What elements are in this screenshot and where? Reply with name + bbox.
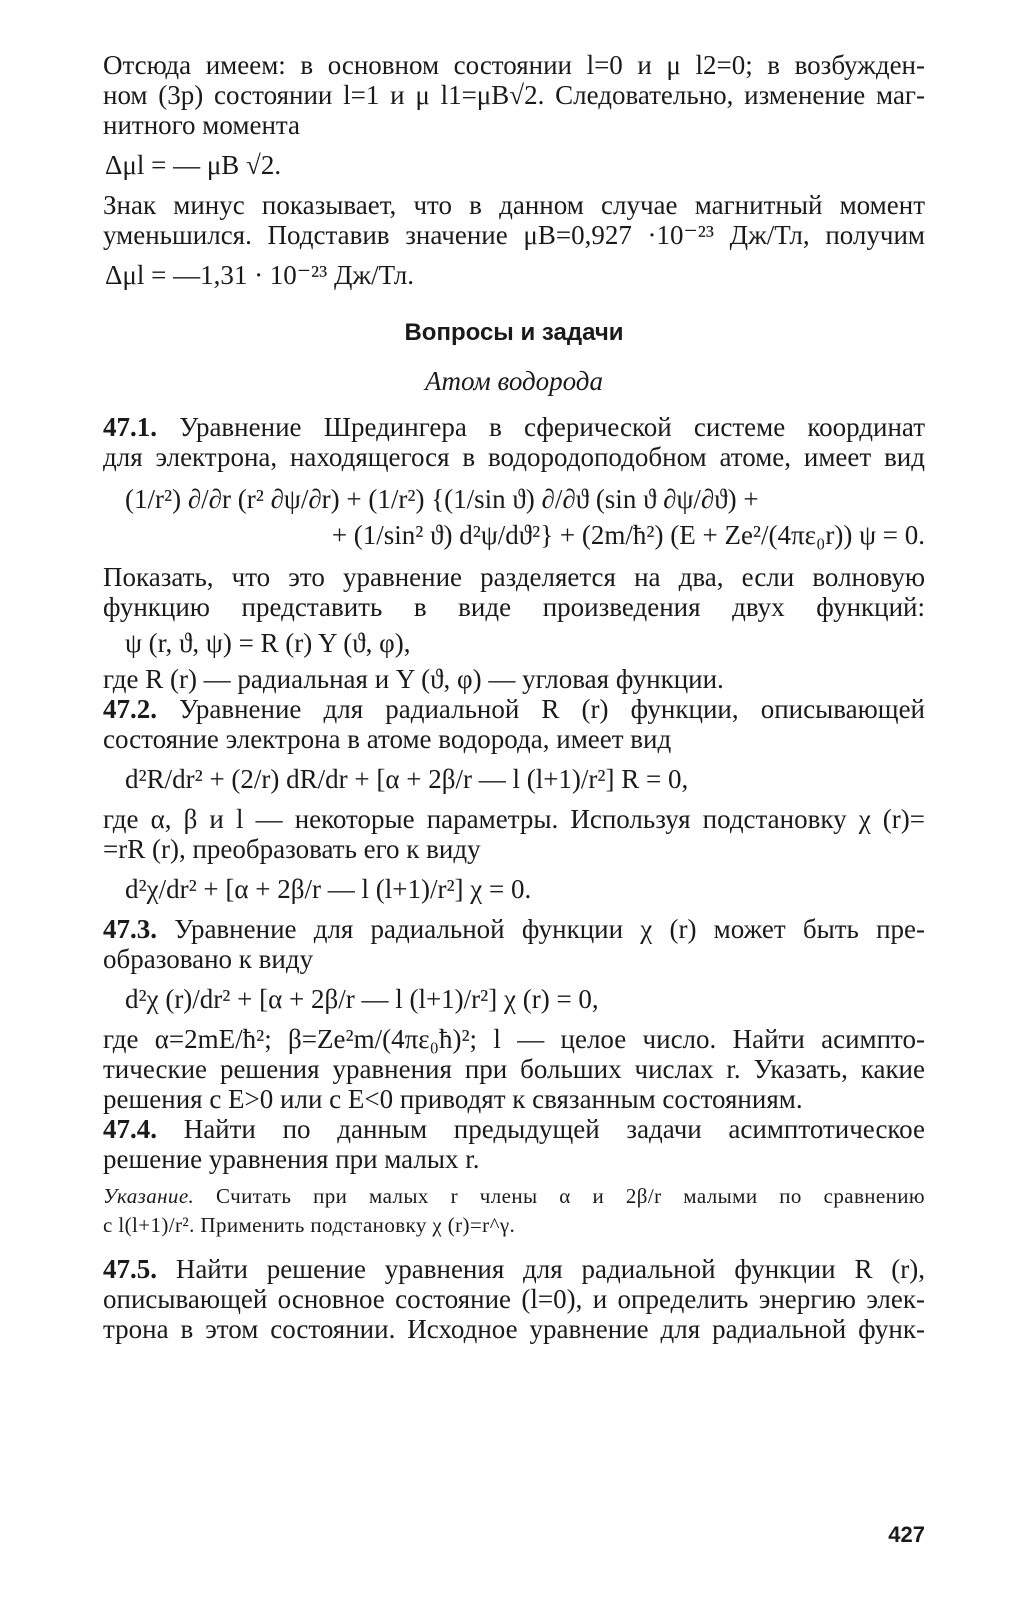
text-line: образовано к виду (103, 944, 314, 974)
problem-text: Уравнение для радиальной R (r) функции, описывающей (157, 694, 925, 724)
hint-text: Считать при малых r члены α и 2β/r малыми по сравнению (194, 1184, 925, 1208)
equation-delta-mu: Δμl = — μB √2. (105, 150, 282, 180)
problem-47-4-line (103, 1114, 925, 1144)
text-line: тические решения уравнения при больших числах r. Указать, какие (103, 1054, 925, 1084)
text-line: функцию представить в виде произведения двух функций: (103, 592, 925, 622)
equation-delta-mu-value: Δμl = —1,31 · 10⁻²³ Дж/Тл. (105, 260, 414, 290)
problem-text: Найти по данным предыдущей задачи асимптотическое (157, 1114, 925, 1144)
text-line: где R (r) — радиальная и Y (ϑ, φ) — угловая функции. (103, 664, 724, 694)
problem-text: Уравнение для радиальной функции χ (r) может быть пре- (157, 914, 925, 944)
text-line: трона в этом состоянии. Исходное уравнение для радиальной функ- (103, 1314, 925, 1344)
text-line: =rR (r), преобразовать его к виду (103, 834, 481, 864)
problem-number: 47.1. (103, 412, 157, 442)
text-line: нитного момента (103, 110, 301, 140)
text-line: Отсюда имеем: в основном состоянии l=0 и μ l2=0; в возбужден- (103, 50, 925, 80)
text-line: решение уравнения при малых r. (103, 1144, 480, 1174)
problem-number: 47.2. (103, 694, 157, 724)
problem-number: 47.4. (103, 1114, 157, 1144)
text-line: Знак минус показывает, что в данном случае магнитный момент (103, 190, 925, 220)
book-page (103, 50, 925, 1610)
text-line: где α=2mE/ħ²; β=Ze²m/(4πε₀ħ)²; l — целое число. Найти асимпто- (103, 1024, 925, 1054)
problem-47-3-line (103, 914, 925, 944)
subsection-title: Атом водорода (425, 366, 603, 396)
text-line: уменьшился. Подставив значение μB=0,927 ·10⁻²³ Дж/Тл, получим (103, 220, 925, 250)
text-line: где α, β и l — некоторые параметры. Используя подстановку χ (r)= (103, 804, 925, 834)
text-line: описывающей основное состояние (l=0), и определить энергию элек- (103, 1284, 925, 1314)
text-line: ном (3p) состоянии l=1 и μ l1=μB√2. Следовательно, изменение маг- (103, 80, 925, 110)
problem-47-5-line (103, 1254, 925, 1284)
section-title: Вопросы и задачи (404, 319, 624, 346)
hint-label: Указание. (103, 1184, 195, 1208)
hint-block (103, 1182, 925, 1240)
problem-number: 47.5. (103, 1254, 157, 1284)
hint-line (103, 1182, 925, 1211)
equation-radial-chi-r: d²χ (r)/dr² + [α + 2β/r — l (l+1)/r²] χ (r) = 0, (125, 984, 599, 1014)
page-number: 427 (888, 1522, 925, 1547)
problem-47-1-line (103, 412, 925, 442)
text-line: решения с E>0 или с E<0 приводят к связанным состояниям. (103, 1084, 803, 1114)
equation-radial-chi: d²χ/dr² + [α + 2β/r — l (l+1)/r²] χ = 0. (125, 874, 532, 904)
equation-separation: ψ (r, ϑ, ψ) = R (r) Y (ϑ, φ), (125, 628, 411, 658)
problem-number: 47.3. (103, 914, 157, 944)
equation-schrodinger-line-1: (1/r²) ∂/∂r (r² ∂ψ/∂r) + (1/r²) {(1/sin ϑ) ∂/∂ϑ (sin ϑ ∂ψ/∂ϑ) + (125, 484, 759, 514)
text-line: состояние электрона в атоме водорода, имеет вид (103, 724, 672, 754)
text-line: Показать, что это уравнение разделяется на два, если волновую (103, 562, 925, 592)
problem-text: Найти решение уравнения для радиальной функции R (r), (157, 1254, 925, 1284)
problem-text: Уравнение Шредингера в сферической системе координат (157, 412, 925, 442)
problem-47-2-line (103, 694, 925, 724)
equation-radial-R: d²R/dr² + (2/r) dR/dr + [α + 2β/r — l (l+1)/r²] R = 0, (125, 764, 689, 794)
hint-line: с l(l+1)/r². Применить подстановку χ (r)=r^γ. (103, 1213, 516, 1237)
text-line: для электрона, находящегося в водородоподобном атоме, имеет вид (103, 442, 925, 472)
equation-schrodinger-line-2: + (1/sin² ϑ) d²ψ/dϑ²} + (2m/ħ²) (E + Ze²/(4πε₀r)) ψ = 0. (331, 520, 925, 550)
